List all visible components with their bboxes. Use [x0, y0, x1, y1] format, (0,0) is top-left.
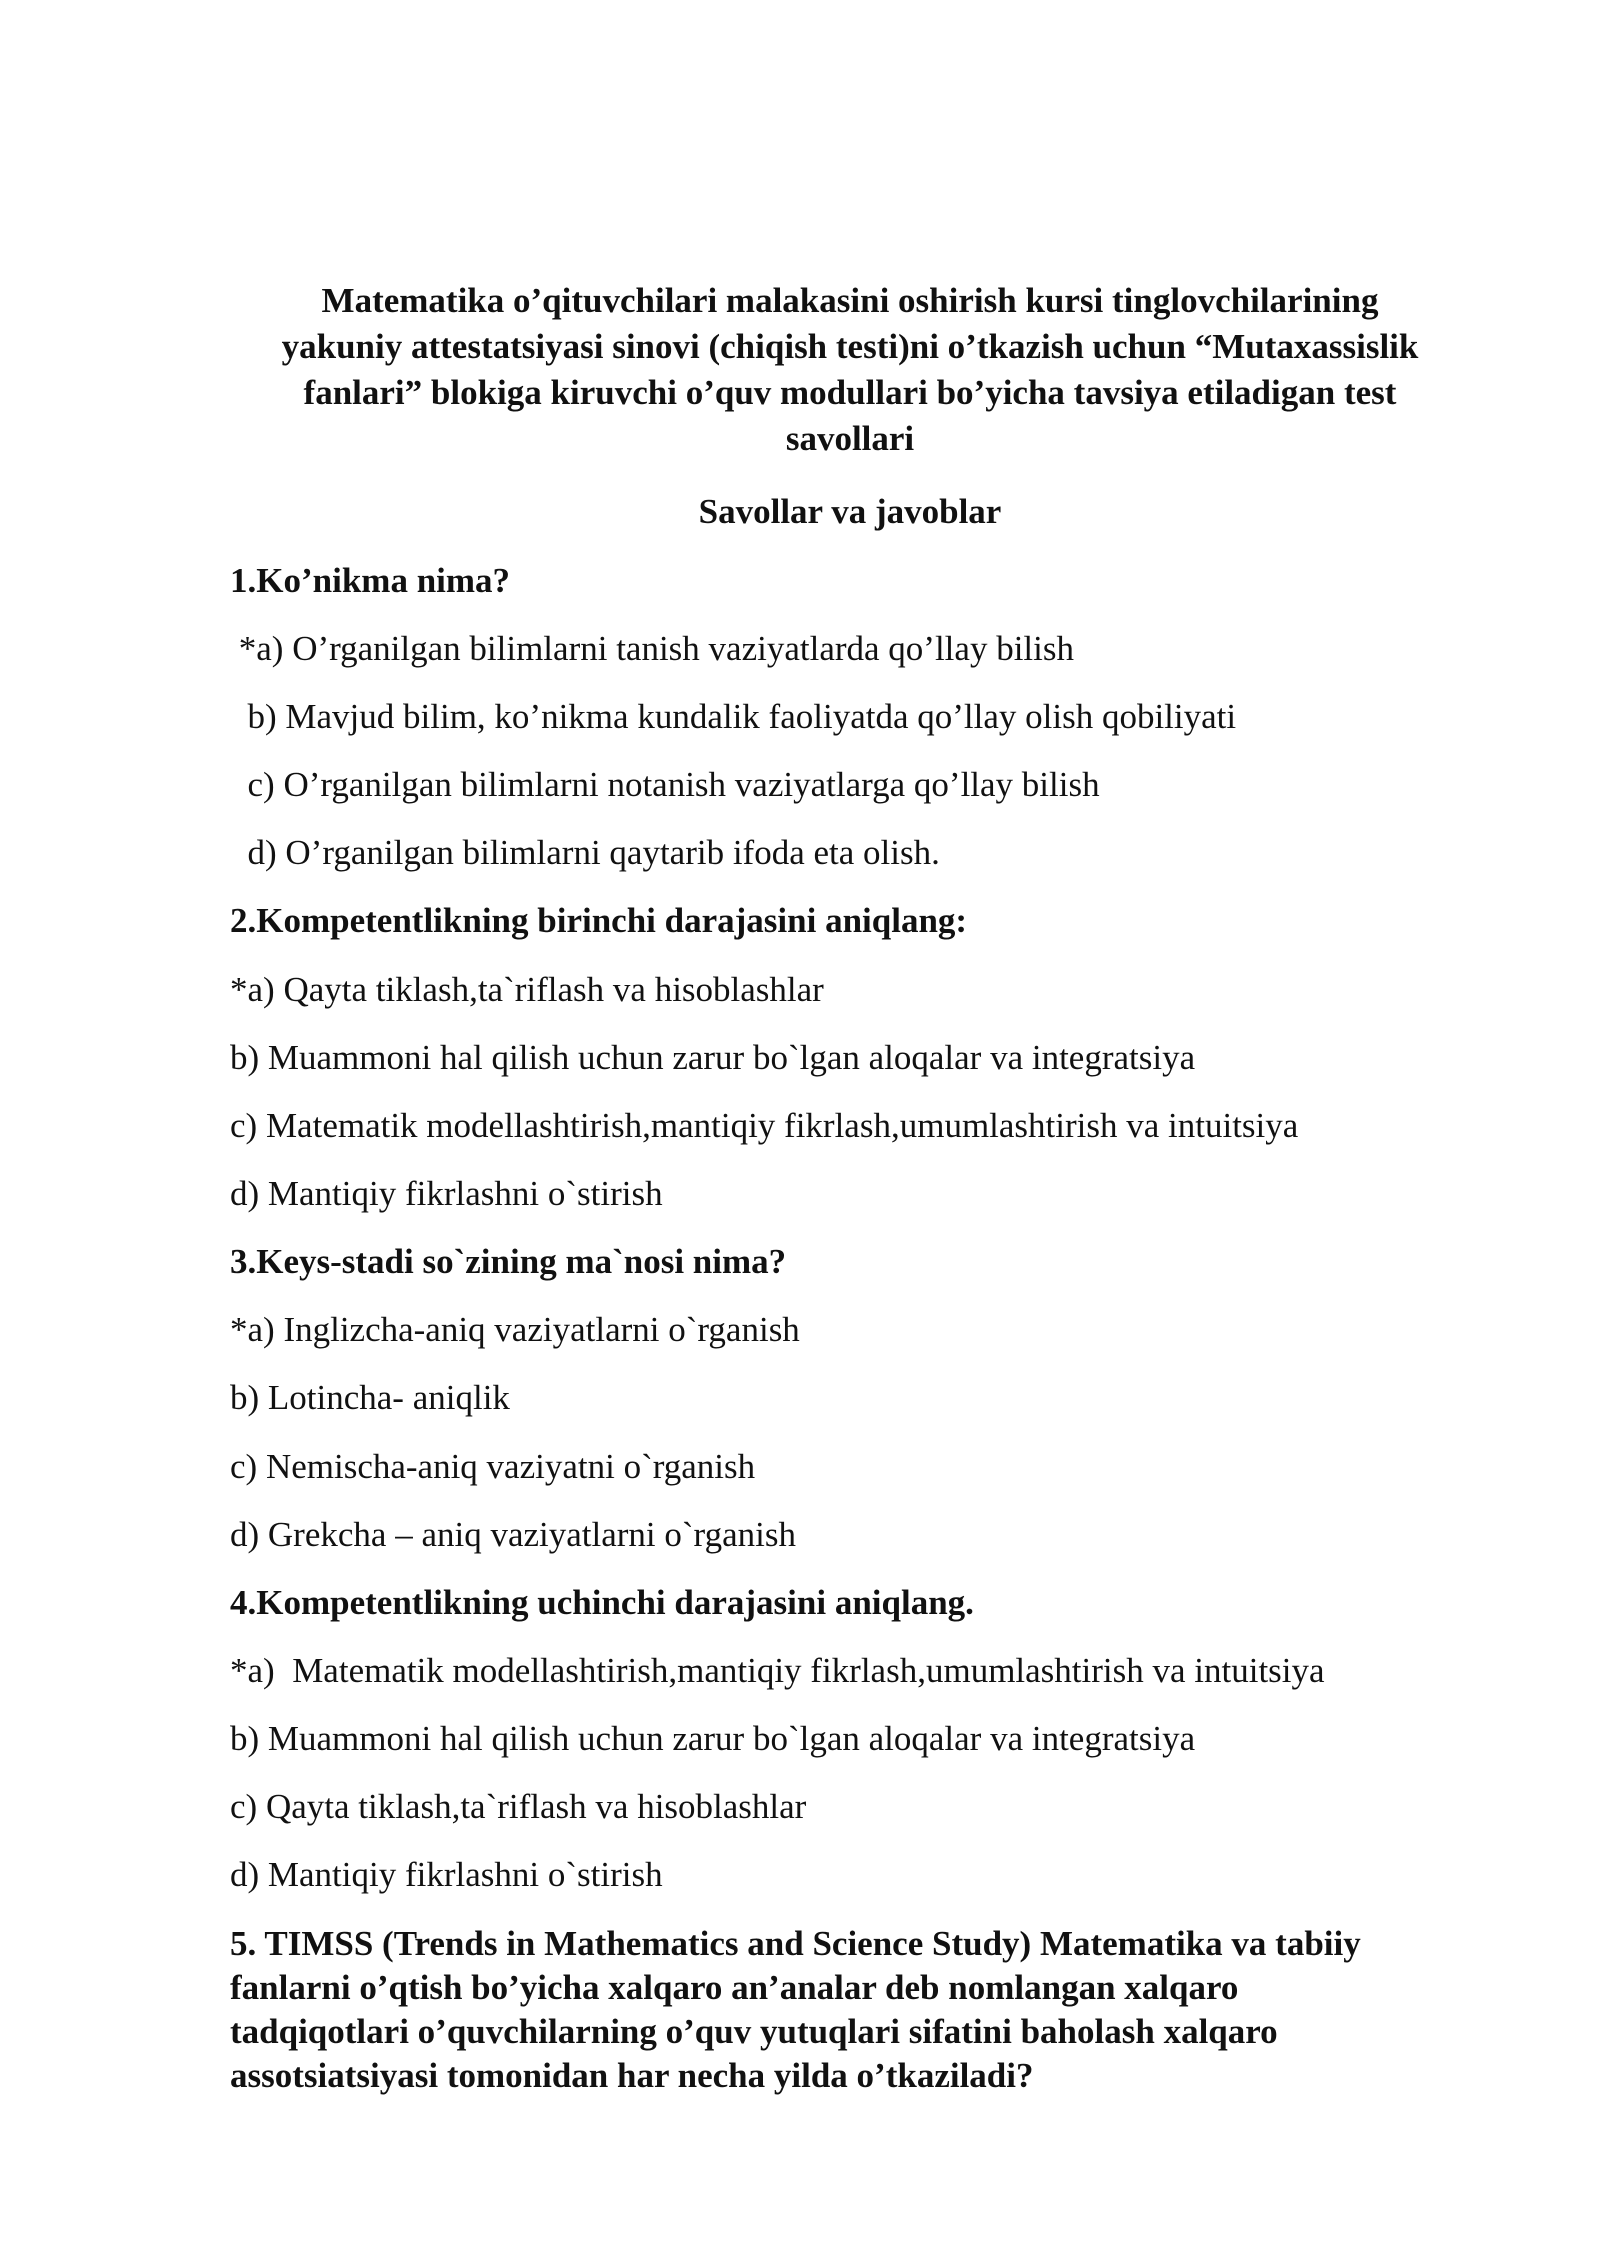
- question-5: [230, 1922, 1480, 2098]
- title-line: Matematika o’qituvchilari malakasini oshirish kursi tinglovchilarining: [321, 281, 1379, 320]
- question-2: 2.Kompetentlikning birinchi darajasini aniqlang:: [230, 901, 968, 940]
- option-4a: *a) Matematik modellashtirish,mantiqiy fikrlash,umumlashtirish va intuitsiya: [230, 1651, 1325, 1690]
- option-3b: b) Lotincha- aniqlik: [230, 1378, 510, 1417]
- option-1b: b) Mavjud bilim, ko’nikma kundalik faoliyatda qo’llay olish qobiliyati: [230, 697, 1237, 736]
- question-5-line: fanlarni o’qtish bo’yicha xalqaro an’analar deb nomlangan xalqaro: [230, 1968, 1239, 2007]
- option-2a: *a) Qayta tiklash,ta`riflash va hisoblashlar: [230, 970, 824, 1009]
- title-line: fanlari” blokiga kiruvchi o’quv modullari bo’yicha tavsiya etiladigan test: [303, 373, 1397, 412]
- option-2d: d) Mantiqiy fikrlashni o`stirish: [230, 1174, 663, 1213]
- title-line: savollari: [785, 419, 915, 458]
- document-title: [230, 278, 1470, 462]
- option-2b: b) Muammoni hal qilish uchun zarur bo`lgan aloqalar va integratsiya: [230, 1038, 1196, 1077]
- question-1: 1.Ko’nikma nima?: [230, 561, 511, 600]
- question-4: 4.Kompetentlikning uchinchi darajasini aniqlang.: [230, 1583, 974, 1622]
- question-3: 3.Keys-stadi so`zining ma`nosi nima?: [230, 1242, 787, 1281]
- question-5-line: 5. TIMSS (Trends in Mathematics and Science Study) Matematika va tabiiy: [230, 1924, 1361, 1963]
- option-2c: c) Matematik modellashtirish,mantiqiy fikrlash,umumlashtirish va intuitsiya: [230, 1106, 1299, 1145]
- option-1a: *a) O’rganilgan bilimlarni tanish vaziyatlarda qo’llay bilish: [230, 629, 1074, 668]
- option-3d: d) Grekcha – aniq vaziyatlarni o`rganish: [230, 1515, 796, 1554]
- option-4b: b) Muammoni hal qilish uchun zarur bo`lgan aloqalar va integratsiya: [230, 1719, 1196, 1758]
- question-5-line: assotsiatsiyasi tomonidan har necha yilda o’tkaziladi?: [230, 2056, 1034, 2095]
- option-4c: c) Qayta tiklash,ta`riflash va hisoblashlar: [230, 1787, 807, 1826]
- section-heading: Savollar va javoblar: [698, 492, 1002, 531]
- question-5-line: tadqiqotlari o’quvchilarning o’quv yutuqlari sifatini baholash xalqaro: [230, 2012, 1278, 2051]
- option-3c: c) Nemischa-aniq vaziyatni o`rganish: [230, 1447, 756, 1486]
- option-1d: d) O’rganilgan bilimlarni qaytarib ifoda eta olish.: [230, 833, 940, 872]
- title-line: yakuniy attestatsiyasi sinovi (chiqish testi)ni o’tkazish uchun “Mutaxassislik: [281, 327, 1419, 366]
- option-4d: d) Mantiqiy fikrlashni o`stirish: [230, 1855, 663, 1894]
- option-1c: c) O’rganilgan bilimlarni notanish vaziyatlarga qo’llay bilish: [230, 765, 1100, 804]
- option-3a: *a) Inglizcha-aniq vaziyatlarni o`rganish: [230, 1310, 800, 1349]
